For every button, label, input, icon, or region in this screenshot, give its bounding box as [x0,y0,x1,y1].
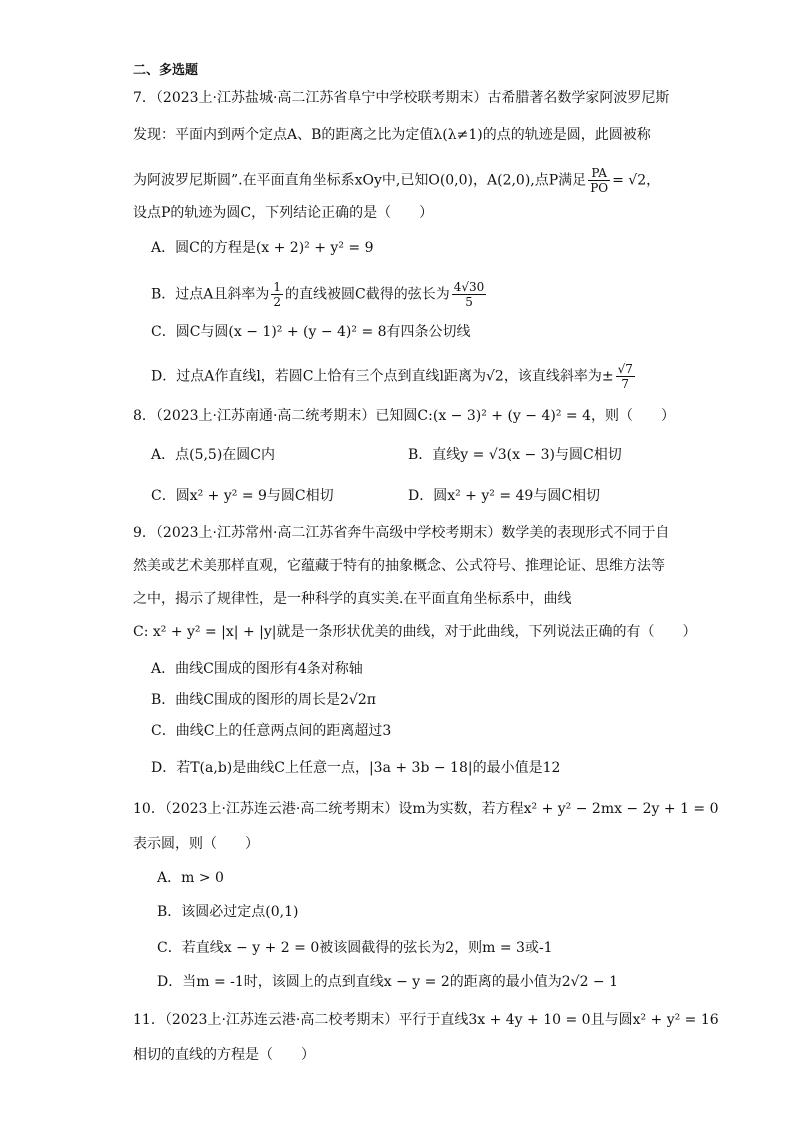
q10-line-1: 10．（2023上·江苏连云港·高二统考期末）设m为实数，若方程x² + y² − 2mx − 2y + 1 = 0 [133,801,719,817]
q9-option-d: D．若T(a,b)是曲线C上任意一点，|3a + 3b − 18|的最小值是12 [151,760,561,776]
q10-option-a: A．m > 0 [157,870,224,886]
q7-line-4: 设点P的轨迹为圆C，下列结论正确的是（ ） [133,205,434,221]
q9-line-1: 9．（2023上·江苏常州·高二江苏省奔牛高级中学校考期末）数学美的表现形式不同于自 [133,525,670,541]
q7-line-1: 7．（2023上·江苏盐城·高二江苏省阜宁中学校联考期末）古希腊著名数学家阿波罗尼斯 [133,90,670,106]
q7-option-d-frac-num: √7 [617,362,633,376]
q7-option-b-fraction [271,280,283,309]
q7-option-b-frac2-num: 4√30 [453,280,485,294]
q7-fraction [588,166,610,195]
q10-option-b: B．该圆必过定点(0,1) [157,904,299,920]
q7-fraction-den: PO [590,181,609,195]
q7-option-d-fraction [616,362,635,391]
q10-option-c: C．若直线x − y + 2 = 0被该圆截得的弦长为2，则m = 3或-1 [157,940,553,956]
q7-option-b-fraction-2 [452,280,487,309]
q7-option-b [151,280,488,309]
q11-line-2: 相切的直线的方程是（ ） [133,1047,315,1063]
q8-line-1: 8．（2023上·江苏南通·高二统考期末）已知圆C:(x − 3)² + (y − 4)² = 4，则（ ） [133,408,675,424]
q9-option-a: A．曲线C围成的图形有4条对称轴 [151,661,363,677]
q7-option-a: A．圆C的方程是(x + 2)² + y² = 9 [151,240,374,256]
q7-option-b-mid: 的直线被圆C截得的弦长为 [285,286,450,303]
q7-line-3-text: 为阿波罗尼斯圆”.在平面直角坐标系xOy中,已知O(0,0)，A(2,0),点P满足 [133,172,587,189]
q9-option-c: C．曲线C上的任意两点间的距离超过3 [151,723,392,739]
q7-fraction-num: PA [588,166,610,181]
q8-option-c: C．圆x² + y² = 9与圆C相切 [151,488,334,504]
q7-option-b-text: B．过点A且斜率为 [151,286,270,303]
q7-option-d-frac-den: 7 [621,377,630,391]
section-title: 二、多选题 [133,63,199,78]
q7-option-b-frac-num: 1 [273,280,282,294]
q7-option-b-frac2-den: 5 [465,295,473,309]
q9-option-b: B．曲线C围成的图形的周长是2√2π [151,692,376,708]
q7-option-c: C．圆C与圆(x − 1)² + (y − 4)² = 8有四条公切线 [151,324,471,340]
q7-option-d-text: D．过点A作直线l，若圆C上恰有三个点到直线l距离为√2，该直线斜率为± [151,368,614,385]
q11-line-1: 11．（2023上·江苏连云港·高二校考期末）平行于直线3x + 4y + 10 = 0且与圆x² + y² = 16 [133,1012,719,1028]
q10-option-d: D．当m = -1时，该圆上的点到直线x − y = 2的距离的最小值为2√2 − 1 [157,974,619,990]
q10-line-2: 表示圆，则（ ） [133,836,259,852]
q7-line-2: 发现：平面内到两个定点A、B的距离之比为定值λ(λ≠1)的点的轨迹是圆，此圆被称 [133,127,651,143]
q7-line-3 [133,166,660,195]
q9-line-4: C: x² + y² = |x| + |y|就是一条形状优美的曲线，对于此曲线，下列说法正确的有（ ） [133,624,697,640]
q7-line-3-end: = √2， [612,172,661,189]
q8-option-d: D．圆x² + y² = 49与圆C相切 [408,488,601,504]
q9-line-2: 然美或艺术美那样直观，它蕴藏于特有的抽象概念、公式符号、推理论证、思维方法等 [133,558,665,574]
q9-line-3: 之中，揭示了规律性，是一种科学的真实美.在平面直角坐标系中，曲线 [133,591,572,607]
q7-option-d [151,362,637,391]
q8-option-a: A．点(5,5)在圆C内 [151,447,276,463]
q8-option-b: B．直线y = √3(x − 3)与圆C相切 [408,447,622,463]
q7-option-b-frac-den: 2 [273,295,282,309]
